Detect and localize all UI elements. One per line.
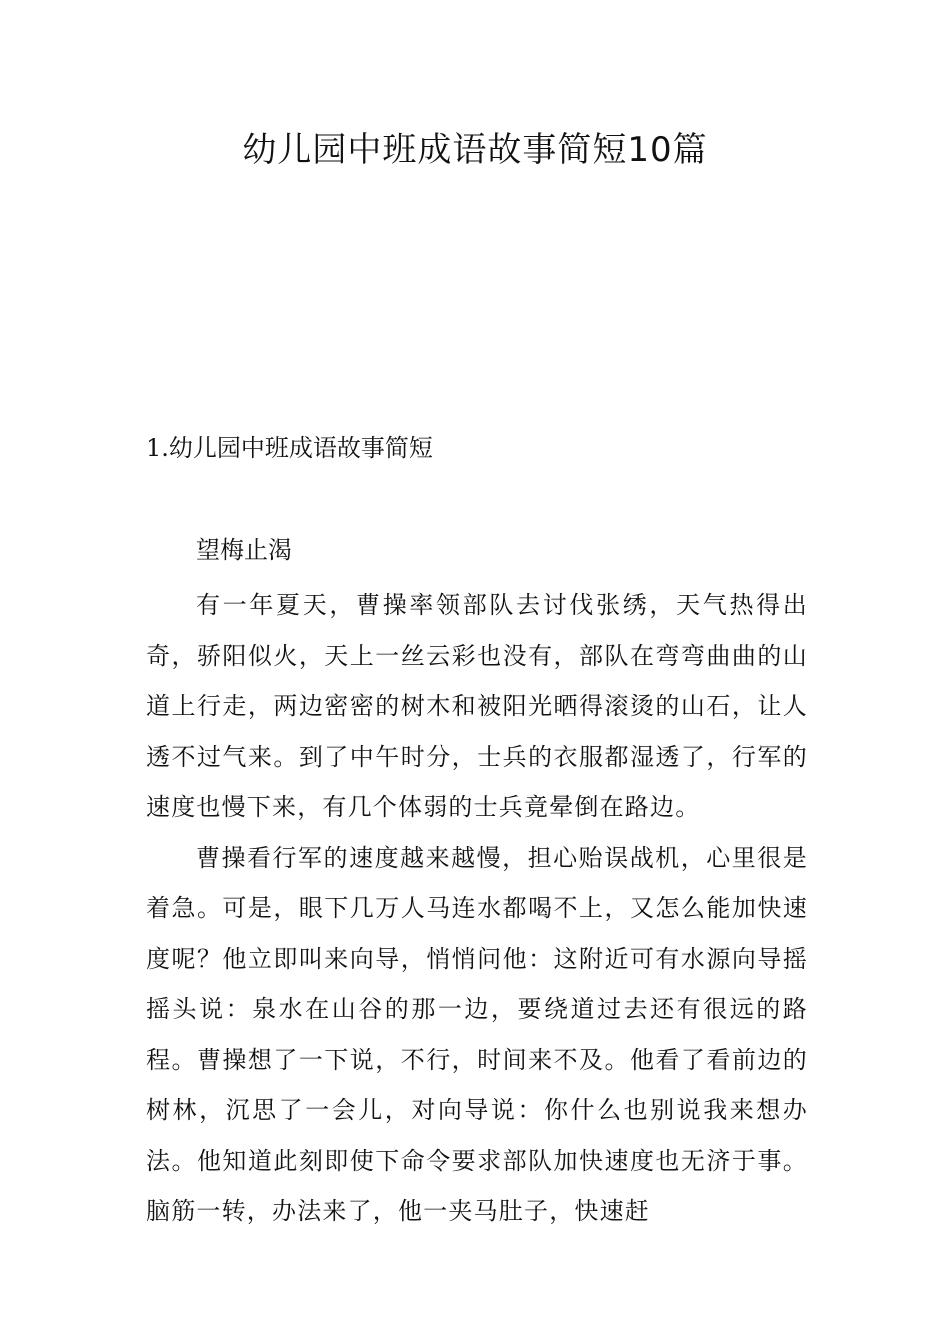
paragraph-2: 曹操看行军的速度越来越慢，担心贻误战机，心里很是着急。可是，眼下几万人马连水都喝不上，又怎么能加快速度呢？他立即叫来向导，悄悄问他：这附近可有水源向导摇摇头说：泉水在山谷的那一边，要绕道过去还有很远的路程。曹操想了一下说，不行，时间来不及。他看了看前边的树林，沉思了一会儿，对向导说：你什么也别说我来想办法。他知道此刻即使下命令要求部队加快速度也无济于事。脑筋一转，办法来了，他一夹马肚子，快速赶	[146, 843, 808, 1225]
story-body	[146, 580, 808, 1237]
paragraph-1: 有一年夏天，曹操率领部队去讨伐张绣，天气热得出奇，骄阳似火，天上一丝云彩也没有，部队在弯弯曲曲的山道上行走，两边密密的树木和被阳光晒得滚烫的山石，让人透不过气来。到了中午时分，士兵的衣服都湿透了，行军的速度也慢下来，有几个体弱的士兵竟晕倒在路边。	[146, 591, 808, 821]
section-heading: 1.幼儿园中班成语故事简短	[146, 434, 433, 462]
document-title: 幼儿园中班成语故事简短10篇	[242, 130, 708, 170]
story-title: 望梅止渴	[196, 536, 292, 564]
